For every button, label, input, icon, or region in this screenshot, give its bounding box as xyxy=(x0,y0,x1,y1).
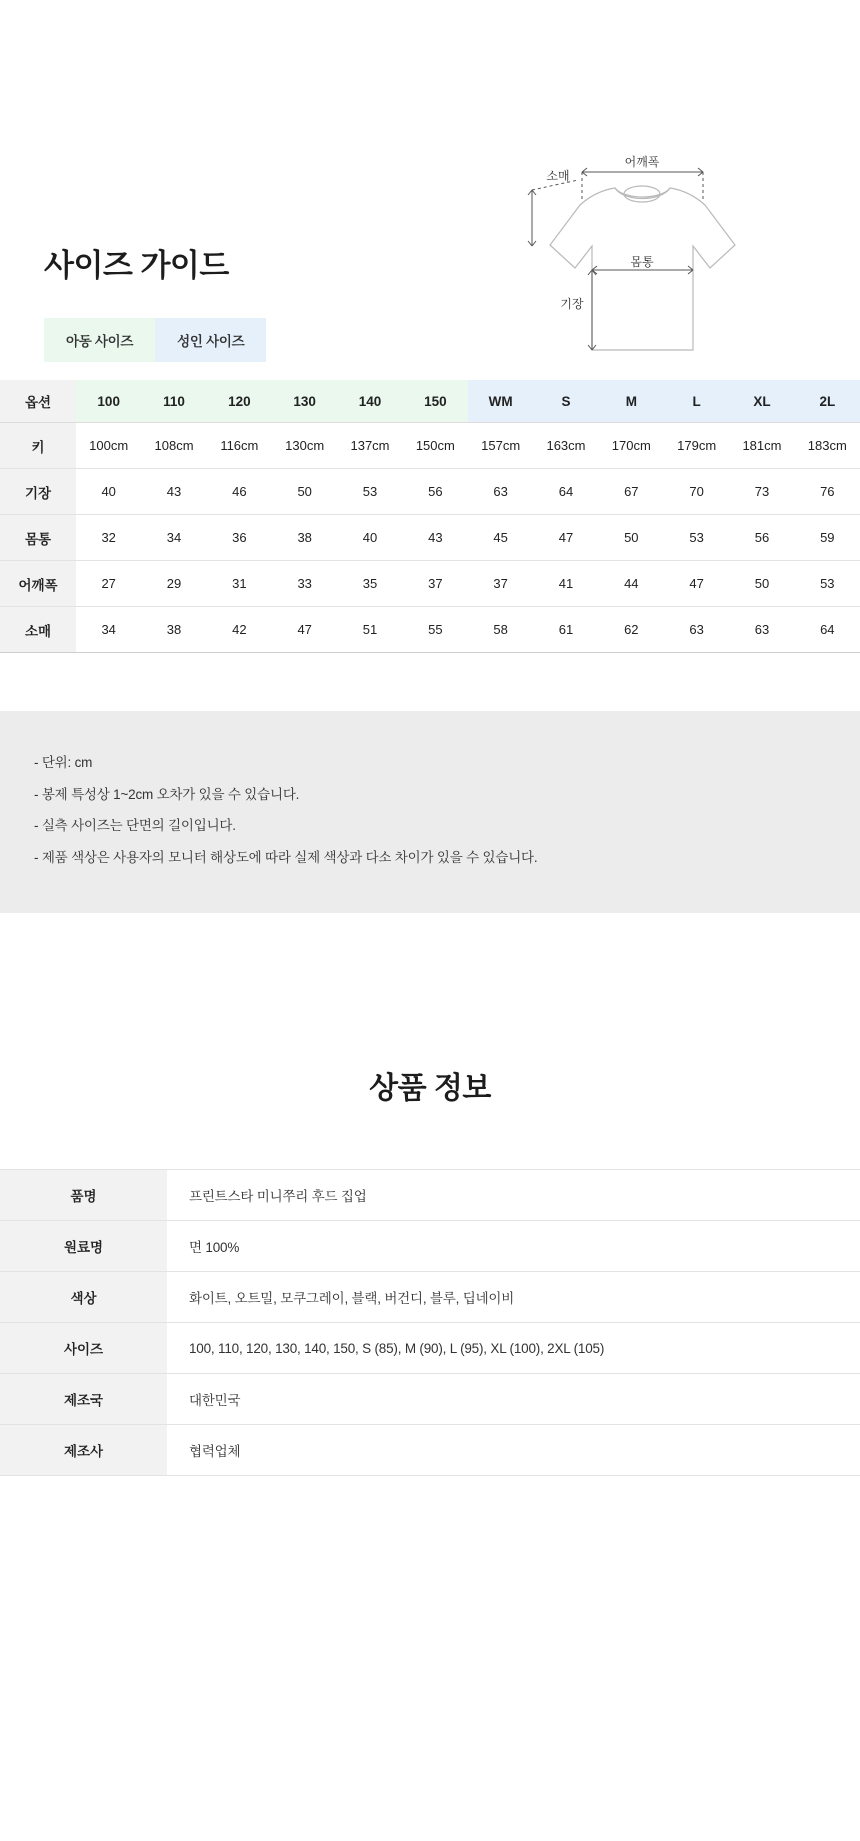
size-cell: 108cm xyxy=(141,423,206,469)
table-row xyxy=(0,561,860,607)
size-cell: 34 xyxy=(141,515,206,561)
info-label-product-name: 품명 xyxy=(0,1170,167,1221)
size-table-header-row xyxy=(0,380,860,423)
info-value-size: 100, 110, 120, 130, 140, 150, S (85), M (90), L (95), XL (100), 2XL (105) xyxy=(167,1323,860,1374)
table-row xyxy=(0,1272,860,1323)
table-row xyxy=(0,515,860,561)
size-cell: 40 xyxy=(337,515,402,561)
table-row xyxy=(0,469,860,515)
product-info-title: 상품 정보 xyxy=(369,1072,491,1106)
size-table xyxy=(0,380,860,653)
size-cell: 116cm xyxy=(207,423,272,469)
size-col-header-110: 110 xyxy=(141,380,206,423)
size-cell: 73 xyxy=(729,469,794,515)
size-cell: 50 xyxy=(272,469,337,515)
size-cell: 31 xyxy=(207,561,272,607)
tab-child-size-label: 아동 사이즈 xyxy=(66,334,134,349)
diagram-shoulder-label: 어깨폭 xyxy=(624,155,660,169)
size-cell: 179cm xyxy=(664,423,729,469)
size-cell: 43 xyxy=(141,469,206,515)
size-cell: 170cm xyxy=(599,423,664,469)
size-table-head xyxy=(0,380,860,423)
product-info-table xyxy=(0,1169,860,1476)
size-cell: 46 xyxy=(207,469,272,515)
info-value-color: 화이트, 오트밀, 모쿠그레이, 블랙, 버건디, 블루, 딥네이비 xyxy=(167,1272,860,1323)
size-col-header-m: M xyxy=(599,380,664,423)
size-row-label-chest: 몸통 xyxy=(0,515,76,561)
size-cell: 32 xyxy=(76,515,141,561)
diagram-length-label: 기장 xyxy=(560,297,584,311)
table-row xyxy=(0,423,860,469)
note-line: - 제품 색상은 사용자의 모니터 해상도에 따라 실제 색상과 다소 차이가 있을 수 있습니다. xyxy=(34,849,538,865)
diagram-chest-label: 몸통 xyxy=(630,255,654,269)
size-cell: 70 xyxy=(664,469,729,515)
size-cell: 42 xyxy=(207,607,272,653)
size-col-header-2l: 2L xyxy=(795,380,860,423)
info-label-country: 제조국 xyxy=(0,1374,167,1425)
size-cell: 181cm xyxy=(729,423,794,469)
size-col-header-s: S xyxy=(533,380,598,423)
size-cell: 150cm xyxy=(403,423,468,469)
table-row xyxy=(0,607,860,653)
tab-child-size[interactable] xyxy=(44,318,155,362)
size-cell: 130cm xyxy=(272,423,337,469)
size-cell: 45 xyxy=(468,515,533,561)
size-cell: 56 xyxy=(403,469,468,515)
info-value-material: 면 100% xyxy=(167,1221,860,1272)
size-cell: 34 xyxy=(76,607,141,653)
size-cell: 35 xyxy=(337,561,402,607)
table-row xyxy=(0,1374,860,1425)
size-cell: 36 xyxy=(207,515,272,561)
note-line: - 단위: cm xyxy=(34,755,93,770)
size-cell: 59 xyxy=(795,515,860,561)
size-notes xyxy=(0,711,860,913)
size-cell: 38 xyxy=(272,515,337,561)
info-value-manufacturer: 협력업체 xyxy=(167,1425,860,1476)
table-row xyxy=(0,1170,860,1221)
size-guide-header xyxy=(0,0,860,380)
info-label-color: 색상 xyxy=(0,1272,167,1323)
note-line: - 봉제 특성상 1~2cm 오차가 있을 수 있습니다. xyxy=(34,786,300,802)
tab-adult-size[interactable] xyxy=(155,318,266,362)
size-cell: 37 xyxy=(403,561,468,607)
size-cell: 55 xyxy=(403,607,468,653)
table-row xyxy=(0,1323,860,1374)
size-tabs xyxy=(44,318,266,362)
size-row-label-shoulder: 어깨폭 xyxy=(0,561,76,607)
size-cell: 53 xyxy=(337,469,402,515)
size-cell: 62 xyxy=(599,607,664,653)
size-table-body xyxy=(0,423,860,653)
info-value-product-name: 프린트스타 미니쭈리 후드 집업 xyxy=(167,1170,860,1221)
size-row-label-height: 키 xyxy=(0,423,76,469)
info-label-manufacturer: 제조사 xyxy=(0,1425,167,1476)
info-label-material: 원료명 xyxy=(0,1221,167,1272)
size-cell: 38 xyxy=(141,607,206,653)
size-cell: 33 xyxy=(272,561,337,607)
size-row-label-length: 기장 xyxy=(0,469,76,515)
size-cell: 53 xyxy=(664,515,729,561)
size-cell: 47 xyxy=(664,561,729,607)
size-cell: 47 xyxy=(533,515,598,561)
size-cell: 100cm xyxy=(76,423,141,469)
diagram-sleeve-label: 소매 xyxy=(546,169,570,183)
size-cell: 64 xyxy=(795,607,860,653)
size-cell: 64 xyxy=(533,469,598,515)
size-col-header-140: 140 xyxy=(337,380,402,423)
size-cell: 29 xyxy=(141,561,206,607)
size-cell: 61 xyxy=(533,607,598,653)
size-cell: 183cm xyxy=(795,423,860,469)
table-row xyxy=(0,1425,860,1476)
info-value-country: 대한민국 xyxy=(167,1374,860,1425)
tshirt-measurement-diagram xyxy=(520,150,800,380)
table-row xyxy=(0,1221,860,1272)
info-label-size: 사이즈 xyxy=(0,1323,167,1374)
size-cell: 63 xyxy=(729,607,794,653)
page-title: 사이즈 가이드 xyxy=(44,248,229,283)
size-cell: 163cm xyxy=(533,423,598,469)
size-cell: 50 xyxy=(599,515,664,561)
size-cell: 53 xyxy=(795,561,860,607)
size-cell: 137cm xyxy=(337,423,402,469)
size-col-header-wm: WM xyxy=(468,380,533,423)
size-col-header-130: 130 xyxy=(272,380,337,423)
size-cell: 63 xyxy=(664,607,729,653)
size-cell: 44 xyxy=(599,561,664,607)
size-cell: 76 xyxy=(795,469,860,515)
size-col-header-150: 150 xyxy=(403,380,468,423)
size-cell: 56 xyxy=(729,515,794,561)
size-cell: 50 xyxy=(729,561,794,607)
size-cell: 47 xyxy=(272,607,337,653)
size-cell: 157cm xyxy=(468,423,533,469)
size-cell: 40 xyxy=(76,469,141,515)
size-cell: 37 xyxy=(468,561,533,607)
size-table-corner-header: 옵션 xyxy=(0,380,76,423)
tab-adult-size-label: 성인 사이즈 xyxy=(177,334,245,349)
size-row-label-sleeve: 소매 xyxy=(0,607,76,653)
size-col-header-l: L xyxy=(664,380,729,423)
size-cell: 41 xyxy=(533,561,598,607)
size-cell: 67 xyxy=(599,469,664,515)
size-col-header-120: 120 xyxy=(207,380,272,423)
size-cell: 27 xyxy=(76,561,141,607)
size-col-header-100: 100 xyxy=(76,380,141,423)
size-cell: 63 xyxy=(468,469,533,515)
size-cell: 58 xyxy=(468,607,533,653)
size-cell: 43 xyxy=(403,515,468,561)
note-line: - 실측 사이즈는 단면의 길이입니다. xyxy=(34,818,236,834)
size-cell: 51 xyxy=(337,607,402,653)
size-col-header-xl: XL xyxy=(729,380,794,423)
